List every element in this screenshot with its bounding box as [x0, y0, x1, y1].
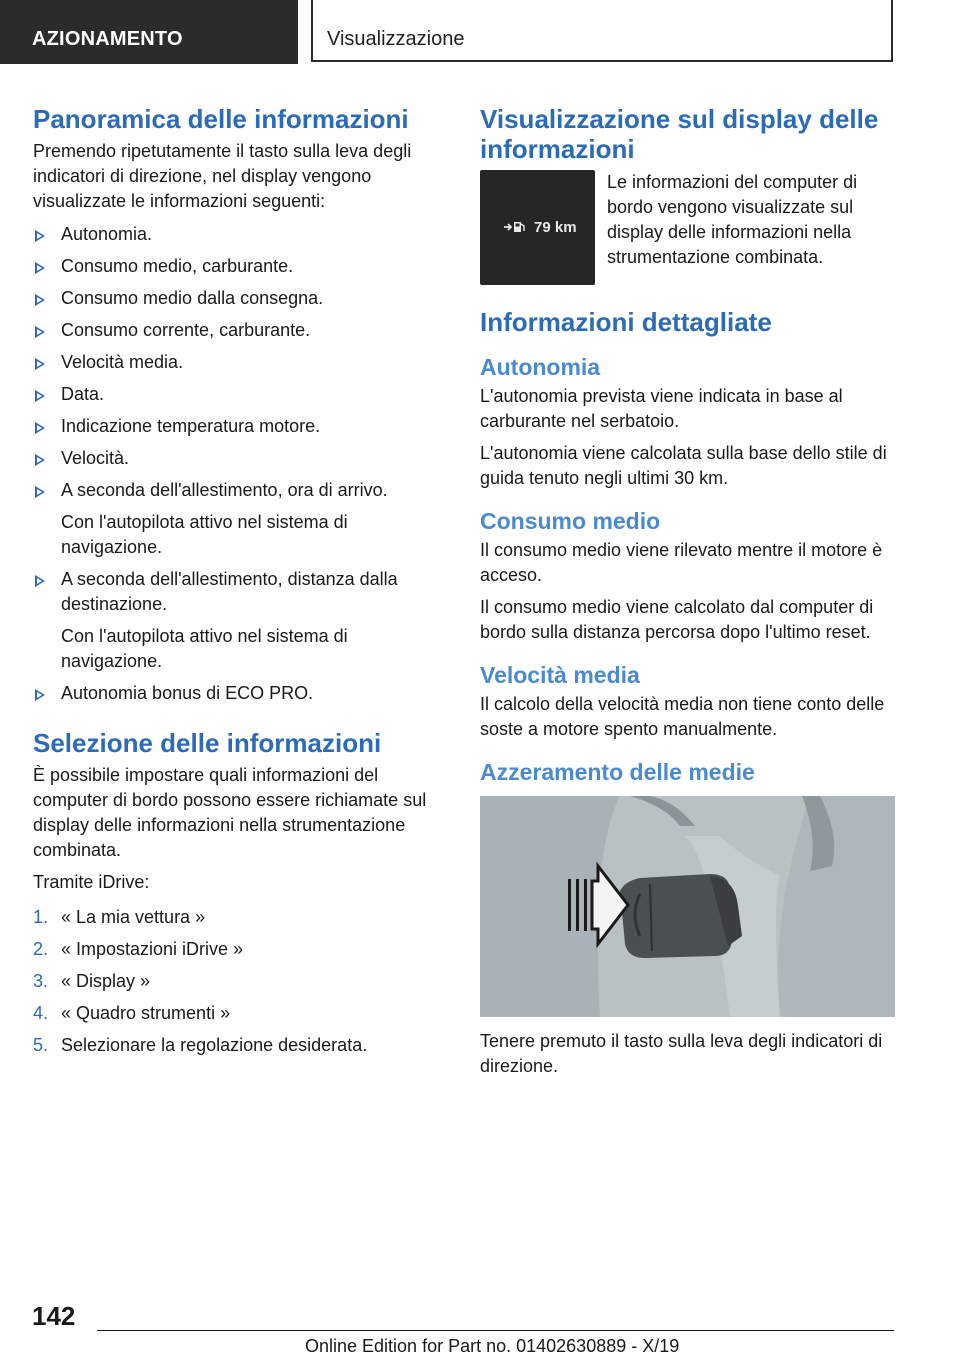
speed-heading: Velocità media [480, 662, 640, 688]
triangle-bullet-icon [35, 689, 45, 701]
display-block [480, 170, 898, 285]
display-description [607, 170, 898, 285]
display-body: Le informazioni del computer di bordo vengono visualizzate sul display delle informazioni nella strumentazione combinata. [607, 172, 858, 267]
step-text: « Quadro strumenti » [61, 1003, 231, 1023]
list-item-text: Autonomia. [61, 224, 153, 244]
list-item-text: Consumo medio, carburante. [61, 256, 294, 276]
list-item-text: Consumo medio dalla consegna. [61, 288, 324, 308]
list-item-text: A seconda dell'allestimento, distanza dalla destinazione. [61, 569, 398, 614]
right-column [480, 104, 898, 1086]
step-item [33, 937, 443, 962]
display-heading: Visualizzazione sul display delle informazioni [480, 104, 879, 164]
page-number: 142 [32, 1301, 76, 1331]
step-number: 2. [33, 939, 49, 959]
display-range-value: 79 km [534, 219, 577, 236]
reset-heading: Azzeramento delle medie [480, 759, 755, 785]
range-paragraph: L'autonomia prevista viene indicata in base al carburante nel serbatoio. [480, 386, 843, 431]
triangle-bullet-icon [35, 294, 45, 306]
selection-body: È possibile impostare quali informazioni del computer di bordo possono essere richiamate sul display delle informazioni nella strumentazione combinata. [33, 765, 427, 860]
triangle-bullet-icon [35, 326, 45, 338]
step-text: « Display » [61, 971, 151, 991]
list-item [33, 222, 443, 247]
triangle-bullet-icon [35, 262, 45, 274]
list-item [33, 382, 443, 407]
list-item-text: Autonomia bonus di ECO PRO. [61, 683, 314, 703]
list-item [33, 318, 443, 343]
speed-paragraph: Il calcolo della velocità media non tiene conto delle soste a motore spento manualmente. [480, 694, 885, 739]
list-item [33, 254, 443, 279]
triangle-bullet-icon [35, 230, 45, 242]
step-text: Selezionare la regolazione desiderata. [61, 1035, 368, 1055]
consumption-paragraph: Il consumo medio viene rilevato mentre il motore è acceso. [480, 540, 883, 585]
step-number: 3. [33, 971, 49, 991]
chapter-tab [311, 0, 893, 62]
footer-edition: Online Edition for Part no. 01402630889 - X/19 [305, 1336, 680, 1356]
selection-heading: Selezione delle informazioni [33, 728, 382, 758]
range-paragraph: L'autonomia viene calcolata sulla base dello stile di guida tenuto negli ultimi 30 km. [480, 443, 887, 488]
list-item-text: Indicazione temperatura motore. [61, 416, 321, 436]
range-arrow-fuel-icon [504, 220, 526, 234]
details-heading: Informazioni dettagliate [480, 307, 772, 337]
overview-heading: Panoramica delle informazioni [33, 104, 409, 134]
list-item [33, 350, 443, 375]
consumption-heading: Consumo medio [480, 508, 661, 534]
list-item [33, 286, 443, 311]
indicator-stalk-illustration [480, 796, 895, 1017]
overview-intro: Premendo ripetutamente il tasto sulla leva degli indicatori di direzione, nel display vengono visualizzate le informazioni seguenti: [33, 141, 412, 211]
triangle-bullet-icon [35, 390, 45, 402]
triangle-bullet-icon [35, 358, 45, 370]
list-item-text: Velocità. [61, 448, 130, 468]
triangle-bullet-icon [35, 486, 45, 498]
info-display-image [480, 170, 595, 285]
reset-caption: Tenere premuto il tasto sulla leva degli indicatori di direzione. [480, 1031, 883, 1076]
step-item [33, 1033, 443, 1058]
selection-via: Tramite iDrive: [33, 872, 150, 892]
step-item [33, 1001, 443, 1026]
overview-list [33, 222, 443, 706]
list-item [33, 446, 443, 471]
list-item-note: Con l'autopilota attivo nel sistema di navigazione. [61, 626, 348, 671]
list-item-note: Con l'autopilota attivo nel sistema di navigazione. [61, 512, 348, 557]
list-item [33, 681, 443, 706]
footer-divider [97, 1330, 894, 1331]
left-column [33, 104, 443, 1065]
list-item [33, 414, 443, 439]
range-heading: Autonomia [480, 354, 601, 380]
section-title: AZIONAMENTO [32, 28, 183, 50]
triangle-bullet-icon [35, 422, 45, 434]
step-number: 1. [33, 907, 49, 927]
step-number: 5. [33, 1035, 49, 1055]
list-item [33, 478, 443, 560]
list-item-text: Consumo corrente, carburante. [61, 320, 311, 340]
step-item [33, 969, 443, 994]
list-item-text: A seconda dell'allestimento, ora di arrivo. [61, 480, 388, 500]
list-item-text: Data. [61, 384, 105, 404]
selection-steps [33, 905, 443, 1058]
list-item-text: Velocità media. [61, 352, 184, 372]
consumption-paragraph: Il consumo medio viene calcolato dal computer di bordo sulla distanza percorsa dopo l'ultimo reset. [480, 597, 874, 642]
step-text: « Impostazioni iDrive » [61, 939, 244, 959]
step-text: « La mia vettura » [61, 907, 206, 927]
step-number: 4. [33, 1003, 49, 1023]
triangle-bullet-icon [35, 454, 45, 466]
list-item [33, 567, 443, 674]
section-tab [0, 0, 298, 64]
step-item [33, 905, 443, 930]
chapter-title: Visualizzazione [327, 28, 465, 50]
triangle-bullet-icon [35, 575, 45, 587]
